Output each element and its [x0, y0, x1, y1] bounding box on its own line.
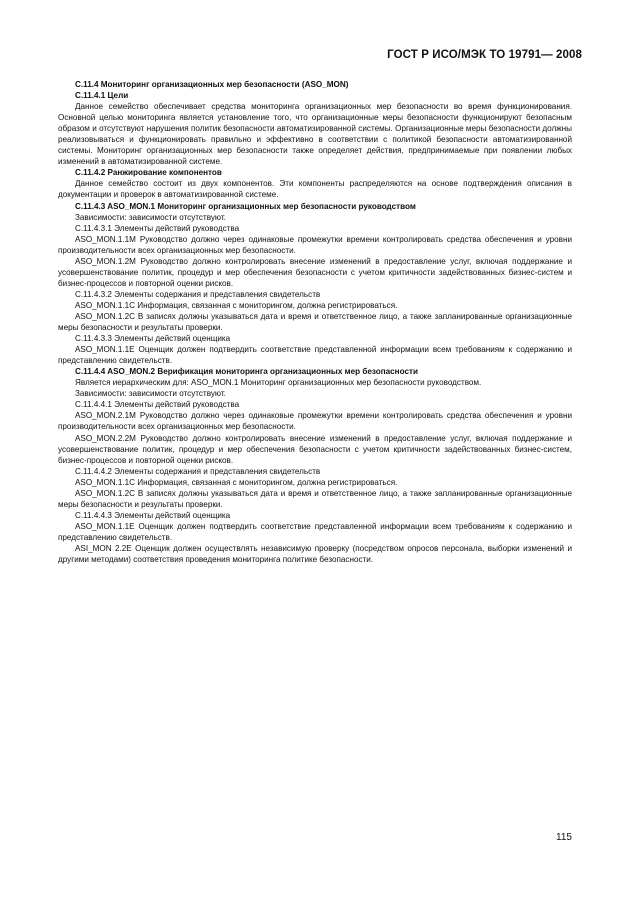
paragraph: C.11.4.3.2 Элементы содержания и представления свидетельств — [75, 289, 321, 299]
paragraph: Является иерархическим для: ASO_MON.1 Мониторинг организационных мер безопасности руководством. — [75, 378, 482, 388]
paragraph: Зависимости: зависимости отсутствуют. — [75, 212, 226, 222]
paragraph: ASO_MON.1.2C В записях должны указываться дата и время и ответственное лицо, а также запланированные организационные меры безопасности и результаты проверки. — [58, 488, 572, 509]
paragraph: C.11.4.3.3 Элементы действий оценщика — [75, 334, 231, 344]
subsection-heading: C.11.4.2 Ранжирование компонентов — [75, 168, 222, 178]
paragraph: C.11.4.3.1 Элементы действий руководства — [75, 223, 240, 233]
paragraph: Данное семейство состоит из двух компонентов. Эти компоненты распределяются на основе подтверждения описания в документации и проверок в автоматизированной системе. — [58, 179, 572, 200]
subsection-heading: C.11.4.1 Цели — [75, 91, 129, 101]
document-body — [58, 79, 572, 565]
page-number: 115 — [556, 832, 572, 843]
paragraph: ASO_MON.1.1E Оценщик должен подтвердить соответствие представленной информации всем требованиям к содержанию и представлению свидетельств. — [58, 521, 572, 542]
paragraph: ASO_MON.1.1M Руководство должно через одинаковые промежутки времени контролировать средства обеспечения и уровни производительности всех организационных мер безопасности. — [58, 234, 572, 255]
section-heading: C.11.4 Мониторинг организационных мер безопасности (ASO_MON) — [75, 80, 349, 89]
paragraph: ASO_MON.1.1E Оценщик должен подтвердить соответствие представленной информации всем требованиям к содержанию и представлению свидетельств. — [58, 345, 572, 366]
paragraph: C.11.4.4.2 Элементы содержания и представления свидетельств — [75, 466, 321, 476]
paragraph: ASO_MON.1.2M Руководство должно контролировать внесение изменений в предоставление услуг, включая поддержание и усовершенствование политик, процедур и мер обеспечения безопасности с учетом критичности задействованных бизнес-систем и бизнес-процессов и повторной оценки рисков. — [58, 256, 572, 288]
paragraph: ASI_MON 2.2E Оценщик должен осуществлять независимую проверку (посредством опросов персонала, выборки изменений и другими методами) соответствия проведения мониторинга политике безопасности. — [58, 543, 572, 565]
paragraph: C.11.4.4.1 Элементы действий руководства — [75, 400, 240, 410]
paragraph: ASO_MON.1.1C Информация, связанная с мониторингом, должна регистрироваться. — [75, 477, 398, 487]
paragraph: Данное семейство обеспечивает средства мониторинга организационных мер безопасности во время функционирования. Основной целью мониторинга является установление того, что организационные меры безопасности функционируют безопасным образом и отсутствуют нарушения политик безопасности автоматизированной системы. Организационные меры безопасности должны реализовываться и функционировать правильно и эффективно в соответствии с политикой безопасности автоматизированной системы. Мониторинг организационных мер безопасности также определяет действия, предпринимаемые при появлении любых изменений в автоматизированной системе. — [58, 102, 572, 167]
subsection-heading: C.11.4.4 ASO_MON.2 Верификация мониторинга организационных мер безопасности — [75, 367, 418, 377]
paragraph: Зависимости: зависимости отсутствуют. — [75, 389, 226, 399]
paragraph: ASO_MON.2.1M Руководство должно через одинаковые промежутки времени контролировать средства обеспечения и уровни производительности всех организационных мер безопасности. — [58, 411, 572, 432]
paragraph: ASO_MON.2.2M Руководство должно контролировать внесение изменений в предоставление услуг, включая поддержание и усовершенствование политик, процедур и мер обеспечения безопасности с учетом критичности задействованных бизнес-систем, бизнес-процессов и повторной оценки рисков. — [58, 433, 572, 465]
paragraph: C.11.4.4.3 Элементы действий оценщика — [75, 510, 231, 520]
paragraph: ASO_MON.1.2C В записях должны указываться дата и время и ответственное лицо, а также запланированные организационные меры безопасности и результаты проверки. — [58, 311, 572, 333]
document-header: ГОСТ Р ИСО/МЭК ТО 19791— 2008 — [387, 49, 582, 61]
subsection-heading: C.11.4.3 ASO_MON.1 Мониторинг организационных мер безопасности руководством — [75, 201, 416, 211]
paragraph: ASO_MON.1.1C Информация, связанная с мониторингом, должна регистрироваться. — [75, 300, 398, 310]
